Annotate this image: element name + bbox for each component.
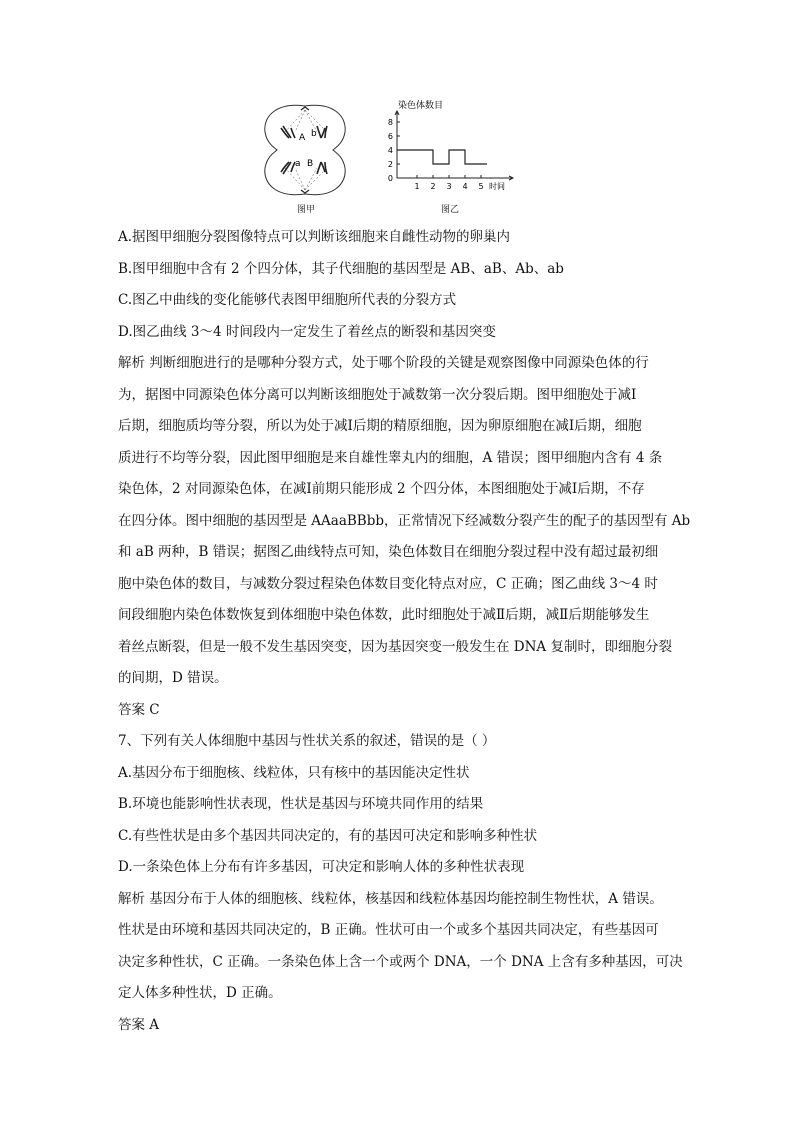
chromosome-graph <box>373 98 533 216</box>
q7-analysis-line: 决定多种性状，C 正确。一条染色体上含一个或两个 DNA，一个 DNA 上含有多种基因，可决 <box>118 953 683 970</box>
q6-analysis-line: 着丝点断裂，但是一般不发生基因突变，因为基因突变一般发生在 DNA 复制时，即细胞分裂 <box>118 638 672 655</box>
q6-analysis-line: 的间期，D 错误。 <box>118 670 228 686</box>
gene-label-A: A <box>299 133 306 143</box>
cell-diagram <box>255 98 355 216</box>
xtick-1: 1 <box>414 182 420 191</box>
q6-option-d: D.图乙曲线 3～4 时间段内一定发生了着丝点的断裂和基因突变 <box>118 323 496 340</box>
q6-answer: 答案 C <box>118 701 160 718</box>
q6-analysis-line: 后期，细胞质均等分裂，所以为处于减Ⅰ后期的精原细胞，因为卵原细胞在减Ⅰ后期，细胞 <box>118 418 642 434</box>
q6-option-b: B.图甲细胞中含有 2 个四分体，其子代细胞的基因型是 AB、aB、Ab、ab <box>118 260 564 277</box>
q6-analysis-line: 为，据图中同源染色体分离可以判断该细胞处于减数第一次分裂后期。图甲细胞处于减Ⅰ <box>118 386 637 403</box>
figure-row <box>255 98 555 216</box>
graph-ylabel: 染色体数目 <box>398 101 444 111</box>
q7-answer: 答案 A <box>118 1016 160 1033</box>
graph-caption: 图乙 <box>441 205 460 215</box>
q6-analysis-line: 质进行不均等分裂，因此图甲细胞是来自雄性睾丸内的细胞，A 错误；图甲细胞内含有 4 条 <box>118 449 663 466</box>
ytick-0: 0 <box>387 174 393 183</box>
cell-drawing <box>255 98 355 202</box>
q6-analysis-line: 在四分体。图中细胞的基因型是 AAaaBBbb，正常情况下经减数分裂产生的配子的基因型有 Ab <box>118 512 691 529</box>
cell-caption: 图甲 <box>297 205 316 215</box>
gene-label-B: B <box>307 159 314 169</box>
q7-option-d: D.一条染色体上分布有许多基因，可决定和影响人体的多种性状表现 <box>118 859 525 875</box>
q7-stem: 7、下列有关人体细胞中基因与性状关系的叙述，错误的是（ ） <box>118 733 496 749</box>
q6-analysis-line: 胞中染色体的数目，与减数分裂过程染色体数目变化特点对应，C 正确；图乙曲线 3～4 时 <box>118 575 658 592</box>
q6-option-a: A.据图甲细胞分裂图像特点可以判断该细胞来自雌性动物的卵巢内 <box>118 229 511 245</box>
q6-analysis-line: 解析 判断细胞进行的是哪种分裂方式，处于哪个阶段的关键是观察图像中同源染色体的行 <box>118 355 649 371</box>
graph-drawing <box>373 98 533 202</box>
q7-option-c: C.有些性状是由多个基因共同决定的，有的基因可决定和影响多种性状 <box>118 827 538 844</box>
graph-xlabel: 时间 <box>489 182 505 191</box>
ytick-4: 4 <box>387 146 393 155</box>
xtick-5: 5 <box>478 182 484 191</box>
ytick-6: 6 <box>387 132 393 141</box>
q6-analysis-line: 和 aB 两种，B 错误；据图乙曲线特点可知，染色体数目在细胞分裂过程中没有超过最初细 <box>118 544 659 560</box>
q6-analysis-line: 间段细胞内染色体数恢复到体细胞中染色体数，此时细胞处于减Ⅱ后期，减Ⅱ后期能够发生 <box>118 607 650 623</box>
graph-curve <box>397 150 487 164</box>
gene-label-a: a <box>295 159 301 169</box>
xtick-3: 3 <box>446 182 452 191</box>
xtick-2: 2 <box>430 182 436 191</box>
ytick-2: 2 <box>387 160 393 169</box>
question-content <box>118 222 690 1041</box>
q7-analysis-line: 解析 基因分布于人体的细胞核、线粒体，核基因和线粒体基因均能控制生物性状，A 错误。 <box>118 890 663 907</box>
q6-analysis-line: 染色体，2 对同源染色体，在减Ⅰ前期只能形成 2 个四分体，本图细胞处于减Ⅰ后期，不存 <box>118 481 645 497</box>
q7-analysis-line: 定人体多种性状，D 正确。 <box>118 985 282 1001</box>
q7-option-b: B.环境也能影响性状表现，性状是基因与环境共同作用的结果 <box>118 796 484 812</box>
q7-analysis-line: 性状是由环境和基因共同决定的，B 正确。性状可由一个或多个基因共同决定，有些基因可 <box>118 922 659 938</box>
ytick-8: 8 <box>387 118 393 127</box>
q7-option-a: A.基因分布于细胞核、线粒体，只有核中的基因能决定性状 <box>118 764 470 781</box>
q6-option-c: C.图乙中曲线的变化能够代表图甲细胞所代表的分裂方式 <box>118 292 457 308</box>
gene-label-b: b <box>311 129 317 139</box>
xtick-4: 4 <box>462 182 468 191</box>
